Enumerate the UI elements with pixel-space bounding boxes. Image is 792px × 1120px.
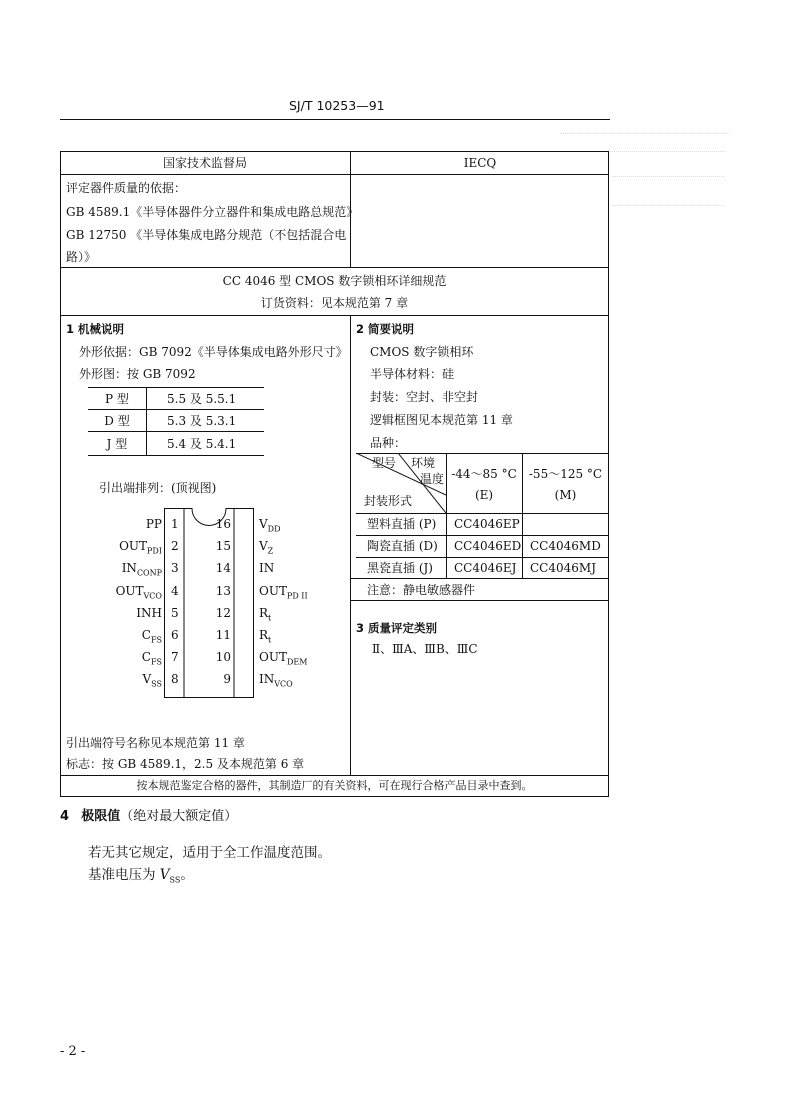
- table-rule: [60, 267, 609, 268]
- corner-type-label: 型号: [372, 456, 397, 470]
- right-pin-label: [259, 583, 308, 599]
- header-rule: [60, 119, 610, 120]
- marking-note: 标志：按 GB 4589.1，2.5 及本规范第 6 章: [66, 757, 305, 771]
- pin-name-subscript: Z: [267, 546, 274, 556]
- type-cell: J 型: [106, 437, 128, 451]
- package-cell: 塑料直插 (P): [367, 517, 437, 531]
- section-4-paragraph: [88, 867, 194, 883]
- left-pin-number: 4: [171, 583, 179, 598]
- section-4-heading: [60, 809, 237, 825]
- right-pin-number: 15: [215, 539, 231, 554]
- pin-name: IN: [259, 561, 275, 576]
- pin-name: IN: [121, 561, 137, 576]
- brief-line: 封装：空封、非空封: [370, 390, 479, 404]
- corner-temp-label: 温度: [420, 472, 445, 486]
- left-pin-number: 7: [171, 650, 179, 665]
- part-number-cell: CC4046EP: [454, 517, 520, 531]
- part-number-cell: CC4046MD: [530, 539, 601, 553]
- scan-artifact: [610, 151, 725, 152]
- pin-name: C: [141, 650, 151, 665]
- right-pin-label: [259, 605, 271, 621]
- agency-header: 国家技术监督局: [162, 156, 247, 170]
- left-pin-number: 8: [171, 672, 179, 687]
- spec-title: CC 4046 型 CMOS 数字锁相环详细规范: [222, 274, 447, 288]
- section-2-heading: 2 简要说明: [356, 322, 415, 336]
- variety-table-rule: [356, 513, 609, 514]
- right-pin-number: 11: [215, 628, 231, 642]
- variety-table-rule: [356, 535, 609, 536]
- ic-package-outline: [164, 508, 254, 698]
- brief-line: CMOS 数字锁相环: [370, 345, 474, 359]
- scan-artifact: [560, 133, 730, 134]
- left-pin-label: [122, 560, 162, 576]
- section-1-heading: 1 机械说明: [66, 322, 125, 336]
- pin-name-subscript: t: [268, 635, 272, 645]
- pin-name: OUT: [259, 650, 287, 665]
- right-pin-label: [259, 516, 281, 532]
- type-ref-cell: 5.4 及 5.4.1: [167, 437, 237, 451]
- left-pin-label: [116, 583, 162, 599]
- right-pin-number: 16: [215, 517, 231, 531]
- variety-table-rule: [350, 600, 609, 601]
- pin-name-subscript: FS: [150, 635, 162, 645]
- right-pin-number: 9: [223, 672, 231, 687]
- quality-categories: Ⅱ、ⅢA、ⅢB、ⅢC: [372, 642, 478, 656]
- pinout-title: 引出端排列：(顶视图): [99, 481, 217, 495]
- type-cell: D 型: [104, 414, 130, 428]
- brief-line: 逻辑框图见本规范第 11 章: [370, 413, 513, 427]
- scan-artifact: [612, 205, 724, 206]
- pin-name-subscript: PD II: [286, 590, 308, 600]
- basis-line: 路）》: [66, 250, 97, 264]
- basis-line: GB 4589.1《半导体器件分立器件和集成电路总规范》: [66, 205, 359, 219]
- iecq-header: IECQ: [463, 156, 497, 170]
- pin-name: INH: [136, 605, 162, 620]
- right-pin-label: [259, 671, 293, 687]
- qualified-products-note: 按本规范鉴定合格的器件，其制造厂的有关资料，可在现行合格产品目录中查到。: [136, 779, 533, 792]
- pin-name-subscript: DEM: [286, 657, 308, 667]
- right-pin-label: [259, 627, 271, 643]
- table-rule: [60, 315, 609, 316]
- section-4-subtitle: （绝对最大额定值）: [120, 809, 238, 824]
- pin-name: OUT: [115, 583, 144, 598]
- section-4-paragraph: 若无其它规定，适用于全工作温度范围。: [88, 845, 331, 861]
- left-pin-number: 6: [171, 628, 179, 642]
- pin-name-subscript: VCO: [274, 679, 293, 689]
- right-pin-label: [259, 538, 273, 554]
- outline-basis: 外形依据：GB 7092《半导体集成电路外形尺寸》: [79, 345, 348, 359]
- pin-name-subscript: VCO: [143, 590, 162, 600]
- right-pin-number: 12: [215, 605, 231, 620]
- basis-title: 评定器件质量的依据：: [66, 181, 187, 195]
- table-rule: [60, 174, 609, 175]
- type-cell: P 型: [105, 392, 129, 406]
- table-rule: [60, 775, 609, 776]
- page-number: - 2 -: [60, 1044, 86, 1059]
- pin-name: PP: [145, 517, 162, 531]
- left-pin-number: 3: [171, 561, 179, 576]
- pin-name-subscript: SS: [151, 679, 162, 689]
- reference-voltage-suffix: 。: [180, 867, 194, 883]
- pin-names-note: 引出端符号名称见本规范第 11 章: [66, 736, 245, 750]
- pin-name-subscript: PDI: [147, 546, 162, 556]
- type-table-rule: [146, 387, 147, 455]
- corner-package-label: 封装形式: [364, 494, 413, 508]
- right-pin-number: 10: [215, 650, 231, 665]
- left-pin-number: 5: [171, 605, 179, 620]
- section-3-heading: 3 质量评定类别: [356, 621, 438, 635]
- type-ref-cell: 5.5 及 5.5.1: [167, 392, 237, 406]
- col-e-range: -44～85 °C: [451, 467, 517, 481]
- type-table-rule: [88, 409, 264, 410]
- part-number-cell: CC4046MJ: [530, 561, 596, 575]
- col-m-code: (M): [554, 488, 577, 502]
- type-table-rule: [88, 387, 264, 388]
- left-pin-label: [146, 516, 162, 532]
- pin-name: IN: [259, 672, 275, 687]
- right-pin-label: [259, 649, 307, 665]
- part-number-cell: CC4046ED: [454, 539, 522, 553]
- pin-name: C: [141, 628, 151, 642]
- part-number-cell: CC4046EJ: [454, 561, 517, 575]
- left-pin-number: 2: [171, 539, 179, 554]
- pin-name: R: [259, 605, 269, 620]
- document-number: SJ/T 10253—91: [289, 98, 385, 113]
- left-pin-label: [143, 671, 163, 687]
- pin-name: V: [259, 539, 268, 554]
- left-pin-label: [142, 649, 162, 665]
- reference-voltage-symbol: V: [159, 867, 170, 883]
- type-table-rule: [88, 431, 264, 432]
- table-rule: [350, 315, 351, 775]
- section-4-title: 极限值: [81, 809, 121, 824]
- pin-name: OUT: [119, 539, 148, 554]
- pin-name: V: [142, 672, 152, 687]
- col-e-code: (E): [474, 488, 494, 502]
- right-pin-number: 14: [215, 561, 231, 576]
- variety-table-rule: [350, 578, 609, 579]
- brief-line: 品种：: [370, 436, 407, 450]
- section-4-number: 4: [60, 809, 70, 824]
- pin-name: R: [259, 628, 269, 642]
- left-pin-label: [136, 605, 162, 621]
- brief-line: 半导体材料：硅: [370, 367, 455, 381]
- outline-drawing: 外形图：按 GB 7092: [79, 367, 196, 381]
- pin-name: OUT: [259, 583, 287, 598]
- order-info: 订货资料：见本规范第 7 章: [260, 296, 409, 310]
- type-table-rule: [88, 455, 264, 456]
- package-cell: 陶瓷直插 (D): [367, 539, 438, 553]
- pin-name-subscript: t: [268, 613, 272, 623]
- pin-name: V: [259, 517, 268, 531]
- scan-artifact: [612, 176, 724, 177]
- reference-voltage-text: 基准电压为: [88, 867, 160, 883]
- right-pin-number: 13: [215, 583, 231, 598]
- package-cell: 黑瓷直插 (J): [367, 561, 433, 575]
- reference-voltage-subscript: SS: [169, 875, 181, 885]
- pin-name-subscript: DD: [267, 524, 281, 534]
- col-m-range: -55～125 °C: [528, 467, 603, 481]
- variety-table-rule: [356, 557, 609, 558]
- pin-name-subscript: CONP: [136, 568, 162, 578]
- corner-env-label: 环境: [411, 456, 436, 470]
- left-pin-label: [119, 538, 162, 554]
- right-pin-label: [259, 560, 274, 576]
- pin-name-subscript: FS: [150, 657, 162, 667]
- left-pin-number: 1: [171, 517, 179, 531]
- esd-note: 注意：静电敏感器件: [367, 583, 476, 597]
- left-pin-label: [142, 627, 162, 643]
- type-ref-cell: 5.3 及 5.3.1: [167, 414, 237, 428]
- basis-line: GB 12750 《半导体集成电路分规范（不包括混合电: [66, 228, 347, 242]
